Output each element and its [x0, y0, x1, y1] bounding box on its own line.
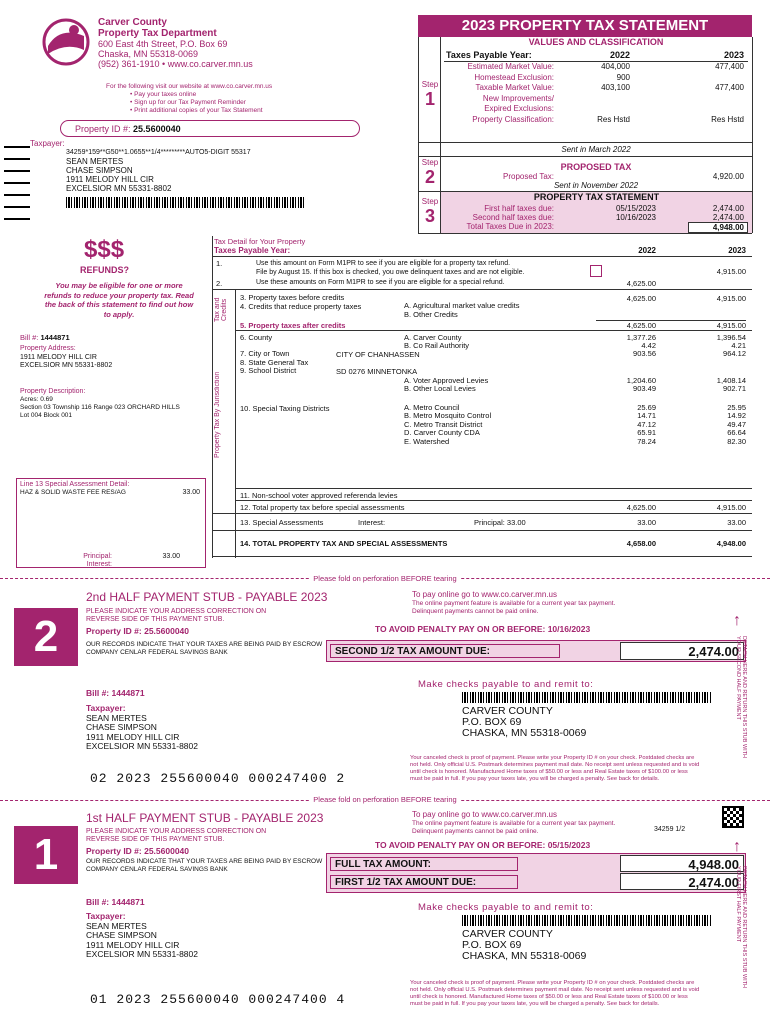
row9b-2023: 902.71: [723, 384, 746, 394]
proposed-value: 4,920.00: [712, 172, 744, 181]
value-tmv-2023: 477,400: [715, 83, 744, 92]
stub1-escrow: OUR RECORDS INDICATE THAT YOUR TAXES ARE BEING PAID BY ESCROW COMPANY CENLAR FEDERAL SAVINGS BANK: [86, 858, 323, 873]
stub2-online3: Delinquent payments cannot be paid online.: [412, 608, 539, 615]
row1-text-a: Use this amount on Form M1PR to see if you are eligible for a property tax refund.: [256, 260, 511, 267]
row10e-label: E. Watershed: [404, 436, 450, 446]
side-jurisdiction: Property Tax By Jurisdiction: [214, 371, 221, 459]
stub1-notice: PLEASE INDICATE YOUR ADDRESS CORRECTION ON REVERSE SIDE OF THIS PAYMENT STUB.: [86, 828, 267, 843]
row11-label: 11. Non-school voter approved referenda levies: [240, 491, 398, 500]
stub2-scanline: 02 2023 255600040 000247400 2: [90, 771, 346, 786]
principal-label: Principal:: [83, 553, 112, 560]
delinquent-checkbox[interactable]: [590, 265, 602, 277]
prop-desc-label: Property Description:: [20, 388, 86, 395]
row9b-2022: 903.49: [633, 384, 656, 394]
dept-addr1: 600 East 4th Street, P.O. Box 69: [98, 39, 228, 49]
stub2-city: EXCELSIOR MN 55331-8802: [86, 741, 198, 751]
row6b-2023: 4.21: [731, 341, 746, 351]
stub1-checks: Make checks payable to and remit to:: [418, 902, 594, 913]
first-half-label: First half taxes due:: [484, 204, 554, 213]
prop-addr-label: Property Address:: [20, 345, 76, 352]
row9-label: 9. School District: [240, 365, 297, 375]
stub1-code: 34259 1/2: [654, 826, 686, 833]
row1-value-2023: 4,915.00: [716, 267, 746, 276]
principal-value: 33.00: [162, 553, 180, 560]
step3-number: 3: [424, 206, 435, 226]
stub2-big-number: 2: [14, 608, 78, 666]
row7-2022: 903.56: [633, 349, 656, 359]
row5-value-2022: 4,625.00: [626, 321, 656, 330]
value-class-2023: Res Hstd: [711, 114, 744, 124]
refunds-body: You may be eligible for one or more refunds to reduce your property tax. Read the back of this statement to find out how to apply.: [44, 281, 194, 319]
row2-num: 2.: [216, 279, 223, 288]
row6b-label: B. Co Rail Authority: [404, 341, 470, 351]
row12-2023: 4,915.00: [716, 503, 746, 512]
refunds-title: REFUNDS?: [80, 265, 129, 275]
row6a-2023: 1,396.54: [716, 333, 746, 342]
stub2-street: 1911 MELODY HILL CIR: [86, 731, 180, 742]
stub1-bill: Bill #: 1444871: [86, 897, 145, 907]
row10b-2023: 14.92: [727, 411, 746, 421]
stub2-online2: The online payment feature is available for a current year tax payment.: [412, 600, 616, 607]
row3-value-2022: 4,625.00: [626, 294, 656, 303]
stub2-pid: Property ID #: 25.5600040: [86, 626, 190, 636]
taxpayer-city: EXCELSIOR MN 55331-8802: [66, 184, 172, 193]
interest-label: Interest:: [86, 561, 112, 568]
value-label-tmv: Taxable Market Value:: [475, 83, 554, 92]
qr-code: [722, 806, 744, 828]
postal-barcode: [66, 197, 306, 208]
detail-year1: 2022: [638, 246, 656, 255]
stub2-arrow-icon: ↑: [733, 612, 741, 629]
stub1-detach: DETACH HERE AND RETURN THIS STUB WITH YOUR FIRST HALF PAYMENT: [735, 866, 747, 989]
stub2-taxpayer-label: Taxpayer:: [86, 703, 126, 713]
row10e-2022: 78.24: [637, 436, 656, 446]
taxpayer-name1: SEAN MERTES: [66, 157, 124, 166]
tpy-label: Taxes Payable Year:: [446, 50, 532, 60]
value-label-ee: Expired Exclusions:: [484, 104, 554, 113]
row10d-2022: 65.91: [637, 428, 656, 438]
bullet-pay-online: • Pay your taxes online: [130, 91, 197, 98]
property-id-label: Property ID #:: [75, 124, 131, 134]
prop-desc1: Acres: 0.69: [20, 396, 53, 403]
stub1-big-number: 1: [14, 826, 78, 884]
dept-name: Carver County: [98, 17, 167, 28]
values-title: VALUES AND CLASSIFICATION: [528, 37, 664, 47]
line13-label: Line 13 Special Assessment Detail:: [20, 481, 130, 488]
row5-value-2023: 4,915.00: [716, 321, 746, 330]
row4-label: 4. Credits that reduce property taxes: [240, 301, 362, 311]
fold-label-1: Please fold on perforation BEFORE tearing: [309, 574, 460, 583]
row9a-2022: 1,204.60: [626, 376, 656, 385]
statement-title: 2023 PROPERTY TAX STATEMENT: [418, 15, 752, 37]
value-label-emv: Estimated Market Value:: [467, 62, 554, 71]
step2-label: Step: [421, 158, 439, 167]
visit-text: For the following visit our website at www.co.carver.mn.us: [106, 83, 273, 90]
stub2-name2: CHASE SIMPSON: [86, 722, 157, 732]
row10d-label: D. Carver County CDA: [404, 428, 480, 438]
first-half-date: 05/15/2023: [615, 204, 656, 213]
row13-label: 13. Special Assessments: [240, 518, 324, 527]
stub1-pid: Property ID #: 25.5600040: [86, 846, 190, 856]
line13-amount: 33.00: [182, 489, 200, 496]
year-2023: 2023: [723, 50, 744, 60]
detail-title: Tax Detail for Your Property: [214, 237, 306, 246]
row9-name: SD 0276 MINNETONKA: [336, 367, 418, 376]
sent-march: Sent in March 2022: [561, 145, 631, 154]
stub2-remit2: P.O. BOX 69: [462, 716, 522, 728]
stub2-bill: Bill #: 1444871: [86, 688, 145, 698]
stub1-due-label: FIRST 1/2 TAX AMOUNT DUE:: [330, 875, 518, 889]
row1-num: 1.: [216, 259, 223, 268]
row7-2023: 964.12: [723, 349, 746, 359]
bullet-print: • Print additional copies of your Tax Statement: [130, 107, 263, 114]
stub1-full-amount: 4,948.00: [620, 855, 744, 872]
stub1-online1[interactable]: To pay online go to www.co.carver.mn.us: [412, 810, 557, 819]
stub2-checks: Make checks payable to and remit to:: [418, 679, 594, 690]
stub2-name1: SEAN MERTES: [86, 712, 147, 723]
stub1-remit1: CARVER COUNTY: [462, 928, 553, 940]
fold-label-2: Please fold on perforation BEFORE tearing: [309, 795, 460, 804]
stub1-online2: The online payment feature is available for a current year tax payment.: [412, 820, 616, 827]
row10a-2023: 25.95: [727, 403, 746, 412]
row13-principal: Principal: 33.00: [474, 518, 526, 527]
second-half-date: 10/16/2023: [615, 213, 656, 222]
prop-addr2: EXCELSIOR MN 55331-8802: [20, 362, 113, 369]
value-label-class: Property Classification:: [472, 114, 554, 124]
row10-label: 10. Special Taxing Districts: [240, 404, 330, 413]
stub1-due-amount: 2,474.00: [620, 873, 744, 890]
taxpayer-code: 34259*159**G50**1.0655**1/4*********AUTO5-DIGIT 55317: [66, 149, 251, 156]
stub1-remit2: P.O. BOX 69: [462, 939, 522, 951]
prop-desc2: Section 03 Township 116 Range 023 ORCHARD HILLS: [20, 404, 180, 411]
detail-year2: 2023: [728, 246, 746, 255]
stub1-scanline: 01 2023 255600040 000247400 4: [90, 992, 346, 1007]
row10a-2022: 25.69: [637, 403, 656, 412]
row14-label: 14. TOTAL PROPERTY TAX AND SPECIAL ASSESSMENTS: [240, 539, 448, 548]
row5-label: 5. Property taxes after credits: [240, 321, 346, 330]
year-2022: 2022: [609, 50, 630, 60]
line13-item: HAZ & SOLID WASTE FEE RES/AG: [20, 489, 126, 496]
bill-number: 1444871: [40, 333, 70, 342]
first-half-amount: 2,474.00: [712, 204, 744, 213]
row10a-label: A. Metro Council: [404, 403, 460, 412]
row12-2022: 4,625.00: [626, 503, 656, 512]
stub1-city: EXCELSIOR MN 55331-8802: [86, 949, 198, 959]
step3-label: Step: [421, 197, 439, 206]
property-id-value: 25.5600040: [133, 124, 181, 134]
stub1-street: 1911 MELODY HILL CIR: [86, 939, 180, 950]
stub2-title: 2nd HALF PAYMENT STUB - PAYABLE 2023: [86, 590, 328, 604]
row13-2022: 33.00: [637, 518, 656, 527]
stub1-penalty: TO AVOID PENALTY PAY ON OR BEFORE: 05/15/2023: [375, 840, 591, 850]
row4a-label: A. Agricultural market value credits: [404, 301, 520, 310]
step1-label: Step: [421, 80, 439, 89]
stub1-name1: SEAN MERTES: [86, 920, 147, 931]
row9a-label: A. Voter Approved Levies: [404, 376, 489, 385]
row6a-2022: 1,377.26: [626, 333, 656, 342]
row7-label: 7. City or Town: [240, 349, 290, 359]
dept-subname: Property Tax Department: [98, 28, 217, 39]
stub2-notice: PLEASE INDICATE YOUR ADDRESS CORRECTION ON REVERSE SIDE OF THIS PAYMENT STUB.: [86, 608, 267, 623]
second-half-label: Second half taxes due:: [472, 213, 554, 222]
taxpayer-street: 1911 MELODY HILL CIR: [66, 175, 154, 184]
row6-label: 6. County: [240, 333, 273, 342]
side-marks: [4, 146, 30, 220]
stub1-remit-barcode: [462, 915, 712, 926]
total-due-amount: 4,948.00: [688, 222, 748, 233]
stub1-title: 1st HALF PAYMENT STUB - PAYABLE 2023: [86, 811, 324, 825]
dept-phone[interactable]: (952) 361-1910 • www.co.carver.mn.us: [98, 59, 253, 69]
proposed-title: PROPOSED TAX: [560, 162, 632, 172]
row1-text-b: File by August 15. If this box is checked, you owe delinquent taxes and are not eligible.: [256, 269, 525, 276]
row2-text: Use these amounts on Form M1PR to see if you are eligible for a special refund.: [256, 279, 505, 286]
sent-november: Sent in November 2022: [553, 181, 639, 190]
step1-number: 1: [424, 89, 435, 109]
stub1-fine: Your canceled check is proof of payment. Please write your Property ID # on your check. Postdated checks are not held. Only official U.S. Postmark determines payment mail date. No receipt sent unless requested and is void until check is honored. Manufactured Home taxes of $50.00 or less and Real Estate taxes of $100.00 or less must be paid in full. If you pay your taxes late, you will be charged a penalty. See back for details.: [410, 980, 700, 1007]
county-logo: [40, 16, 92, 68]
row3-value-2023: 4,915.00: [716, 294, 746, 303]
stub2-detach: DETACH HERE AND RETURN THIS STUB WITH YOUR SECOND HALF PAYMENT: [735, 636, 747, 759]
row6a-label: A. Carver County: [404, 333, 462, 342]
row10e-2023: 82.30: [727, 436, 746, 446]
stub2-online1[interactable]: To pay online go to www.co.carver.mn.us: [412, 590, 557, 599]
step2-number: 2: [424, 167, 435, 187]
row4b-label: B. Other Credits: [404, 309, 458, 319]
detail-tpy: Taxes Payable Year:: [214, 246, 291, 255]
row14-2022: 4,658.00: [626, 539, 656, 548]
row7-name: CITY OF CHANHASSEN: [336, 350, 420, 359]
proposed-label: Proposed Tax:: [503, 172, 554, 181]
row13-2023: 33.00: [727, 518, 746, 527]
stub1-name2: CHASE SIMPSON: [86, 930, 157, 940]
refunds-dollars: $$$: [84, 236, 125, 263]
total-due-label: Total Taxes Due in 2023:: [466, 222, 554, 231]
value-emv-2022: 404,000: [601, 62, 630, 71]
row10c-2022: 47.12: [637, 419, 656, 429]
stub2-due-label: SECOND 1/2 TAX AMOUNT DUE:: [330, 644, 560, 658]
stub2-remit-barcode: [462, 692, 712, 703]
property-id-box: [60, 120, 360, 137]
stub1-full-label: FULL TAX AMOUNT:: [330, 857, 518, 871]
stub1-online3: Delinquent payments cannot be paid online.: [412, 828, 539, 835]
value-emv-2023: 477,400: [715, 62, 744, 71]
stub2-remit3: CHASKA, MN 55318-0069: [462, 727, 587, 739]
value-label-ni: New Improvements/: [482, 93, 554, 103]
value-hx-2022: 900: [616, 72, 630, 82]
row14-2023: 4,948.00: [716, 539, 746, 548]
taxpayer-label: Taxpayer:: [30, 139, 65, 148]
prop-addr1: 1911 MELODY HILL CIR: [20, 353, 97, 361]
stub2-escrow: OUR RECORDS INDICATE THAT YOUR TAXES ARE BEING PAID BY ESCROW COMPANY CENLAR FEDERAL SAVINGS BANK: [86, 641, 323, 656]
dept-addr2: Chaska, MN 55318-0069: [98, 49, 199, 59]
row13-interest: Interest:: [358, 518, 386, 527]
value-tmv-2022: 403,100: [601, 83, 630, 92]
stub1-arrow-icon: ↑: [733, 838, 741, 855]
value-class-2022: Res Hstd: [597, 114, 630, 124]
stmt-title: PROPERTY TAX STATEMENT: [441, 192, 752, 203]
stub2-due-amount: 2,474.00: [620, 642, 744, 660]
row10b-2022: 14.71: [637, 411, 656, 421]
stub1-taxpayer-label: Taxpayer:: [86, 911, 126, 921]
row3-label: 3. Property taxes before credits: [240, 293, 345, 302]
row10c-label: C. Metro Transit District: [404, 419, 483, 429]
stub1-remit3: CHASKA, MN 55318-0069: [462, 950, 587, 962]
second-half-amount: 2,474.00: [712, 213, 744, 222]
prop-desc3: Lot 004 Block 001: [20, 412, 73, 419]
taxpayer-name2: CHASE SIMPSON: [66, 166, 133, 175]
stub2-fine: Your canceled check is proof of payment. Please write your Property ID # on your check. Postdated checks are not held. Only official U.S. Postmark determines payment mail date. No receipt sent unless requested and is void until check is honored. Manufactured Home taxes of $50.00 or less and Real Estate taxes of $100.00 or less must be paid in full. If you pay your taxes late, you will be charged a penalty. See back for details.: [410, 755, 700, 782]
row9a-2023: 1,408.14: [716, 376, 746, 385]
row9b-label: B. Other Local Levies: [404, 384, 476, 394]
stub2-remit1: CARVER COUNTY: [462, 705, 553, 717]
row10c-2023: 49.47: [727, 419, 746, 429]
side-tax-credits: Tax and Credits: [214, 297, 228, 323]
row6b-2022: 4.42: [641, 341, 656, 351]
bill-label: Bill #:: [20, 333, 39, 342]
row1-value-2022: 4,625.00: [626, 279, 656, 288]
row10d-2023: 66.64: [727, 428, 746, 438]
stub2-penalty: TO AVOID PENALTY PAY ON OR BEFORE: 10/16/2023: [375, 624, 591, 634]
row12-label: 12. Total property tax before special assessments: [240, 503, 405, 512]
row10b-label: B. Metro Mosquito Control: [404, 411, 492, 421]
value-label-hx: Homestead Exclusion:: [474, 72, 554, 82]
bullet-reminder: • Sign up for our Tax Payment Reminder: [130, 99, 246, 106]
row8-label: 8. State General Tax: [240, 357, 309, 367]
